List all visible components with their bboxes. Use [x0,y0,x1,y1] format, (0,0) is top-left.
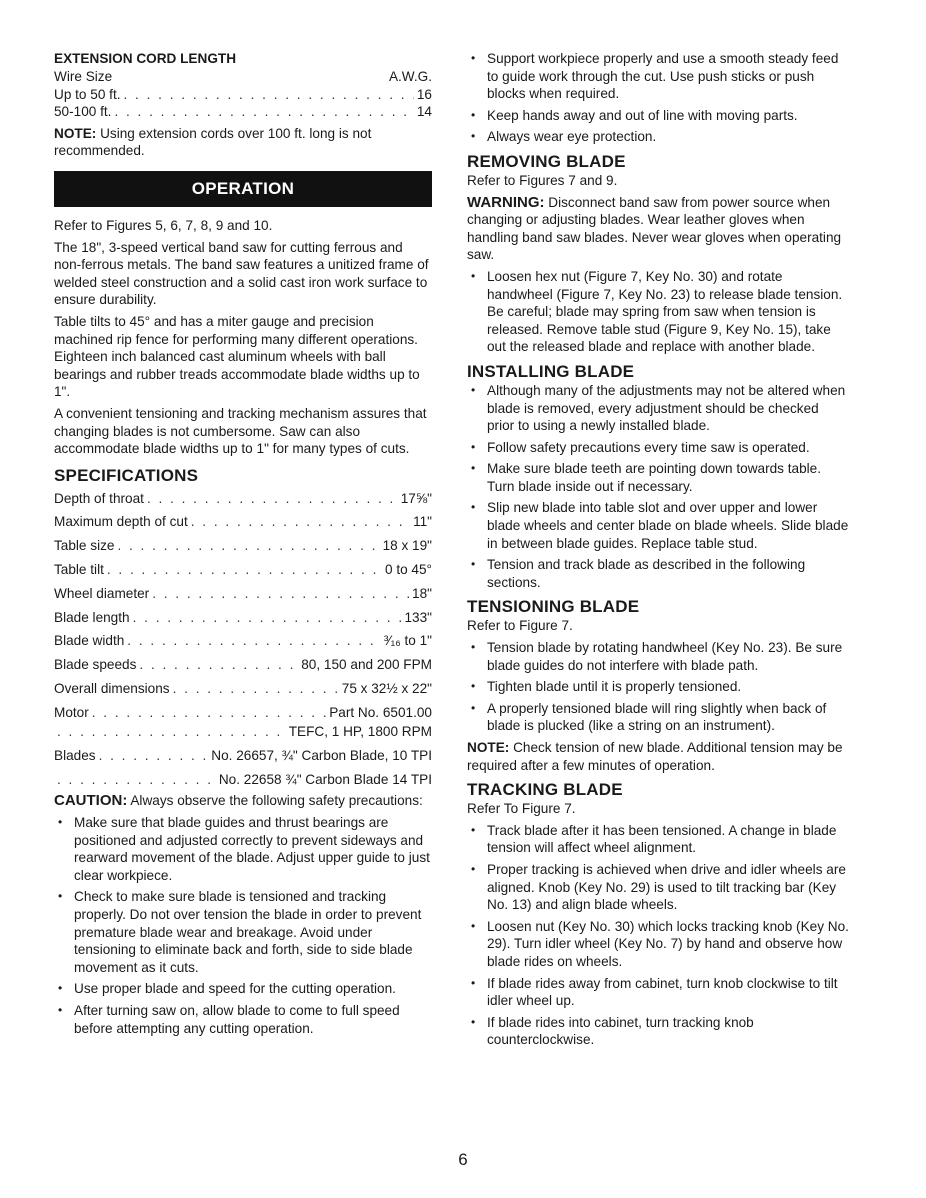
spec-row [54,747,432,765]
cord-length: Up to 50 ft. [54,86,121,102]
leader-dots [127,632,381,650]
list-item: • Slip new blade into table slot and over upper and lower blade wheels and center blade on blade wheels. Slide blade in between blade guides. Replace table stud. [467,499,849,552]
spec-row [54,585,432,603]
spec-row [54,771,432,789]
extension-cord-note [54,125,432,160]
leader-dots [92,704,326,722]
list-item: • Keep hands away and out of line with moving parts. [467,107,849,125]
tracking-blade-refer: Refer To Figure 7. [467,801,576,817]
leader-dots [133,609,402,627]
list-item: • Support workpiece properly and use a smooth steady feed to guide work through the cut. Use push sticks or push blocks when required. [467,50,849,103]
removing-blade-list [467,268,849,356]
extension-cord-title: EXTENSION CORD LENGTH [54,51,237,66]
safety-list [467,50,849,146]
spec-value: 80, 150 and 200 FPM [301,657,432,673]
list-item: • Although many of the adjustments may not be altered when blade is removed, every adjustment should be checked prior to using a newly installed blade. [467,382,849,435]
list-item: • If blade rides away from cabinet, turn knob clockwise to tilt idler wheel up. [467,975,849,1010]
spec-row [54,680,432,698]
spec-value: No. 22658 ¾" Carbon Blade 14 TPI [218,771,432,787]
tensioning-blade-heading: TENSIONING BLADE [467,597,640,617]
leader-dots [173,680,339,698]
caution-paragraph [54,792,432,810]
list-item: • Always wear eye protection. [467,128,849,146]
removing-blade-heading: REMOVING BLADE [467,151,626,171]
list-item: • Tension blade by rotating handwheel (Key No. 23). Be sure blade guides do not interfere with blade path. [467,639,849,674]
list-item: • Make sure that blade guides and thrust bearings are positioned and adjusted correctly to prevent sideways and rearward movement of the blade. Adjust upper guide to just clear workpiece. [54,814,432,884]
note-text: Check tension of new blade. Additional tension may be required after a few minutes of operation. [467,740,843,773]
spec-label: Motor [54,704,89,720]
list-item: • Follow safety precautions every time saw is operated. [467,439,849,457]
spec-label: Maximum depth of cut [54,514,188,530]
operation-paragraph: Refer to Figures 5, 6, 7, 8, 9 and 10. [54,217,273,233]
spec-value: 17⅝" [400,490,432,506]
spec-label: Table size [54,538,115,554]
list-item: • Proper tracking is achieved when drive and idler wheels are aligned. Knob (Key No. 29) is used to tilt tracking bar (Key No. 13) and align blade wheels. [467,861,849,914]
spec-value: 75 x 32½ x 22" [341,680,432,696]
list-item: • Use proper blade and speed for the cutting operation. [54,980,432,998]
leader-dots [107,561,382,579]
list-item: • Tension and track blade as described in the following sections. [467,556,849,591]
tracking-blade-heading: TRACKING BLADE [467,780,623,800]
tensioning-blade-list [467,639,849,735]
caution-label: CAUTION: [54,792,128,810]
extension-cord-header [54,68,432,86]
leader-dots [99,747,209,765]
cord-gauge: 16 [416,86,432,102]
spec-label: Depth of throat [54,490,144,506]
spec-row [54,490,432,508]
leader-dots [147,490,398,508]
spec-value: 0 to 45° [384,562,432,578]
operation-banner: OPERATION [54,171,432,207]
leader-dots [57,771,216,789]
extension-cord-row [54,103,432,121]
removing-blade-warning [467,194,849,264]
removing-blade-refer: Refer to Figures 7 and 9. [467,172,618,188]
spec-label: Table tilt [54,562,104,578]
leader-dots [139,656,298,674]
spec-value: 11" [413,514,432,530]
leader-dots [117,537,379,555]
spec-label: Overall dimensions [54,680,170,696]
extension-cord-row [54,86,432,104]
specifications-heading: SPECIFICATIONS [54,465,199,485]
installing-blade-list [467,382,849,592]
spec-row [54,632,432,650]
tensioning-blade-note [467,739,849,774]
spec-value: 133" [404,609,432,625]
cord-gauge: 14 [416,104,432,120]
wire-size-label: Wire Size [54,69,113,84]
spec-value: 18 x 19" [382,538,432,554]
installing-blade-heading: INSTALLING BLADE [467,361,635,381]
warning-text: Disconnect band saw from power source when changing or adjusting blades. Wear leather gloves when handling band saw blades. Never wear gloves when operating saw. [467,194,842,263]
spec-row [54,609,432,627]
spec-row [54,723,432,741]
list-item: • After turning saw on, allow blade to come to full speed before attempting any cutting operation. [54,1002,432,1037]
leader-dots [124,86,414,104]
note-label: NOTE: [467,740,510,755]
list-item: • Loosen hex nut (Figure 7, Key No. 30) and rotate handwheel (Figure 7, Key No. 23) to release blade tension. Be careful; blade may spring from saw when tension is released. Remove table stud (Figure 9, Key No. 15), take out the released blade and replace with another blade. [467,268,849,356]
spec-row [54,561,432,579]
list-item: • Check to make sure blade is tensioned and tracking properly. Do not over tension the blade in order to prevent premature blade wear and breakage. Avoid under tensioning to eliminate back and forth, side to side blade movement as it cuts. [54,888,432,976]
right-column [467,50,849,1053]
page-number: 6 [458,1150,468,1169]
list-item: • A properly tensioned blade will ring slightly when back of blade is plucked (like a string on an instrument). [467,700,849,735]
list-item: • Tighten blade until it is properly tensioned. [467,678,849,696]
warning-label: WARNING: [467,193,545,211]
spec-label: Blade speeds [54,657,137,673]
leader-dots [57,723,286,741]
spec-label: Blade width [54,633,125,649]
operation-paragraph: Table tilts to 45° and has a miter gauge and precision machined rip fence for performing many different operations. Eighteen inch balanced cast aluminum wheels with ball bearings and rubber treads accommodate blade widths up to 1". [54,313,420,400]
caution-text: Always observe the following safety precautions: [127,793,423,809]
spec-label: Blades [54,748,96,764]
spec-row [54,513,432,531]
note-text: Using extension cords over 100 ft. long is not recommended. [54,125,372,159]
caution-list [54,814,432,1037]
spec-value: Part No. 6501.00 [329,704,432,720]
list-item: • Track blade after it has been tensioned. A change in blade tension will affect wheel alignment. [467,822,849,857]
spec-value: TEFC, 1 HP, 1800 RPM [288,724,432,740]
list-item: • Loosen nut (Key No. 30) which locks tracking knob (Key No. 29). Turn idler wheel (Key No. 7) by hand and observe how blade rides on wheels. [467,918,849,971]
leader-dots [191,513,410,531]
list-item: • Make sure blade teeth are pointing down towards table. Turn blade inside out if necessary. [467,460,849,495]
spec-value: 18" [412,585,432,601]
tensioning-blade-refer: Refer to Figure 7. [467,618,573,634]
spec-value: ³⁄₁₆ to 1" [383,633,432,649]
operation-paragraph: The 18", 3-speed vertical band saw for cutting ferrous and non-ferrous metals. The band saw features a unitized frame of welded steel construction and a solid cast iron work surface to ensure durability. [54,239,429,308]
spec-row [54,704,432,722]
operation-paragraph: A convenient tensioning and tracking mechanism assures that changing blades is not cumbersome. Saw can also accommodate blade widths up to 1" for many types of cuts. [54,405,427,457]
spec-label: Wheel diameter [54,585,150,601]
spec-label: Blade length [54,609,130,625]
tracking-blade-list [467,822,849,1049]
leader-dots [152,585,409,603]
awg-label: A.W.G. [388,69,432,84]
spec-row [54,537,432,555]
leader-dots [114,103,413,121]
cord-length: 50-100 ft. [54,104,112,120]
left-column [54,50,432,1041]
spec-row [54,656,432,674]
list-item: • If blade rides into cabinet, turn tracking knob counterclockwise. [467,1014,849,1049]
note-label: NOTE: [54,125,97,141]
spec-value: No. 26657, ¾" Carbon Blade, 10 TPI [211,748,432,764]
